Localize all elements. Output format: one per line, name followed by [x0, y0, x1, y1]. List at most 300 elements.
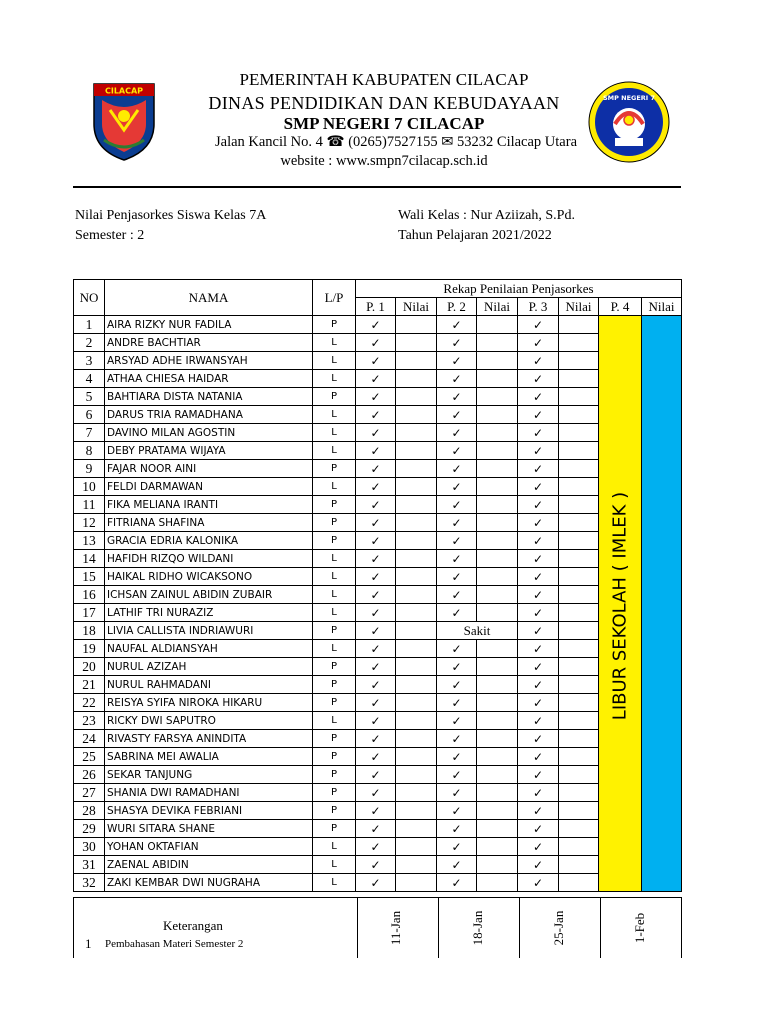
nilai-p1 [396, 838, 437, 856]
nilai-p3 [559, 586, 599, 604]
attendance-p3: ✓ [518, 532, 559, 550]
row-number: 10 [74, 478, 105, 496]
student-gender: L [313, 424, 356, 442]
attendance-p2: ✓ [437, 550, 477, 568]
table-row [74, 316, 682, 334]
attendance-p2: ✓ [437, 316, 477, 334]
holiday-nilai4-column [642, 316, 682, 892]
attendance-p1: ✓ [356, 676, 396, 694]
row-number: 19 [74, 640, 105, 658]
nilai-p3 [559, 604, 599, 622]
nilai-p1 [396, 334, 437, 352]
table-row [74, 802, 682, 820]
student-gender: P [313, 622, 356, 640]
nilai-p2 [477, 406, 518, 424]
row-number: 3 [74, 352, 105, 370]
keterangan-label: Keterangan [163, 918, 223, 933]
attendance-p1: ✓ [356, 370, 396, 388]
row-number: 17 [74, 604, 105, 622]
row-number: 24 [74, 730, 105, 748]
student-name: FITRIANA SHAFINA [105, 514, 313, 532]
nilai-p3 [559, 622, 599, 640]
table-row [74, 370, 682, 388]
nilai-p2 [477, 316, 518, 334]
date-11-jan: 11-Jan [388, 910, 403, 946]
table-row [74, 478, 682, 496]
student-name: NURUL AZIZAH [105, 658, 313, 676]
attendance-p2: ✓ [437, 640, 477, 658]
attendance-p2: ✓ [437, 676, 477, 694]
table-row [74, 532, 682, 550]
row-number: 16 [74, 586, 105, 604]
nilai-p1 [396, 802, 437, 820]
nilai-p2 [477, 424, 518, 442]
row-number: 12 [74, 514, 105, 532]
attendance-p1: ✓ [356, 730, 396, 748]
row-number: 8 [74, 442, 105, 460]
attendance-p3: ✓ [518, 730, 559, 748]
nilai-p1 [396, 316, 437, 334]
attendance-p2: ✓ [437, 496, 477, 514]
nilai-p3 [559, 712, 599, 730]
nilai-p3 [559, 388, 599, 406]
student-gender: L [313, 568, 356, 586]
nilai-p1 [396, 568, 437, 586]
nilai-p2 [477, 550, 518, 568]
student-name: YOHAN OKTAFIAN [105, 838, 313, 856]
table-row [74, 424, 682, 442]
table-row [74, 730, 682, 748]
sub-header-p4: P. 4 [599, 298, 642, 316]
attendance-p1: ✓ [356, 568, 396, 586]
nilai-p3 [559, 550, 599, 568]
student-gender: P [313, 784, 356, 802]
nilai-p2 [477, 766, 518, 784]
table-row [74, 514, 682, 532]
attendance-p2: ✓ [437, 784, 477, 802]
attendance-p3: ✓ [518, 550, 559, 568]
attendance-p3: ✓ [518, 712, 559, 730]
nilai-p2 [477, 370, 518, 388]
student-name: SABRINA MEI AWALIA [105, 748, 313, 766]
row-number: 18 [74, 622, 105, 640]
table-row [74, 460, 682, 478]
sub-header-p2: P. 2 [437, 298, 477, 316]
nilai-p1 [396, 784, 437, 802]
holiday-label: LIBUR SEKOLAH ( IMLEK ) [609, 491, 630, 721]
row-number: 6 [74, 406, 105, 424]
nilai-p1 [396, 478, 437, 496]
attendance-p3: ✓ [518, 784, 559, 802]
nilai-p2 [477, 388, 518, 406]
attendance-p2: ✓ [437, 730, 477, 748]
attendance-p3: ✓ [518, 352, 559, 370]
attendance-p1: ✓ [356, 838, 396, 856]
student-name: WURI SITARA SHANE [105, 820, 313, 838]
attendance-p1: ✓ [356, 874, 396, 892]
attendance-p1: ✓ [356, 316, 396, 334]
student-gender: L [313, 640, 356, 658]
student-gender: L [313, 370, 356, 388]
nilai-p1 [396, 730, 437, 748]
nilai-p3 [559, 316, 599, 334]
nilai-p2 [477, 748, 518, 766]
col-header-no: NO [74, 280, 105, 316]
attendance-p2: ✓ [437, 694, 477, 712]
attendance-p3: ✓ [518, 604, 559, 622]
student-name: AIRA RIZKY NUR FADILA [105, 316, 313, 334]
attendance-p2: ✓ [437, 370, 477, 388]
table-row [74, 406, 682, 424]
student-name: ZAKI KEMBAR DWI NUGRAHA [105, 874, 313, 892]
attendance-p3: ✓ [518, 334, 559, 352]
semester-label: Semester : 2 [75, 228, 145, 243]
student-gender: P [313, 694, 356, 712]
student-name: NAUFAL ALDIANSYAH [105, 640, 313, 658]
nilai-p2 [477, 352, 518, 370]
table-row [74, 658, 682, 676]
student-gender: P [313, 460, 356, 478]
student-name: RICKY DWI SAPUTRO [105, 712, 313, 730]
attendance-p1: ✓ [356, 694, 396, 712]
attendance-p3: ✓ [518, 766, 559, 784]
nilai-p3 [559, 352, 599, 370]
nilai-p1 [396, 820, 437, 838]
nilai-p3 [559, 496, 599, 514]
table-row [74, 334, 682, 352]
attendance-p1: ✓ [356, 856, 396, 874]
date-1-feb: 1-Feb [632, 912, 647, 944]
attendance-p3: ✓ [518, 694, 559, 712]
student-gender: L [313, 442, 356, 460]
attendance-p3: ✓ [518, 514, 559, 532]
student-gender: L [313, 874, 356, 892]
attendance-p2: ✓ [437, 406, 477, 424]
nilai-p3 [559, 658, 599, 676]
nilai-p1 [396, 460, 437, 478]
table-row [74, 676, 682, 694]
student-name: RIVASTY FARSYA ANINDITA [105, 730, 313, 748]
nilai-p2 [477, 586, 518, 604]
attendance-p2: ✓ [437, 388, 477, 406]
row-number: 5 [74, 388, 105, 406]
attendance-p3: ✓ [518, 388, 559, 406]
row-number: 25 [74, 748, 105, 766]
nilai-p1 [396, 676, 437, 694]
nilai-p3 [559, 442, 599, 460]
homeroom-teacher: Wali Kelas : Nur Aziizah, S.Pd. [398, 208, 575, 223]
student-name: ZAENAL ABIDIN [105, 856, 313, 874]
nilai-p2 [477, 802, 518, 820]
attendance-p1: ✓ [356, 424, 396, 442]
table-row [74, 838, 682, 856]
attendance-p2: ✓ [437, 820, 477, 838]
grades-table [73, 279, 682, 892]
attendance-p1: ✓ [356, 550, 396, 568]
student-name: LIVIA CALLISTA INDRIAWURI [105, 622, 313, 640]
attendance-p2: ✓ [437, 658, 477, 676]
student-name: FIKA MELIANA IRANTI [105, 496, 313, 514]
attendance-p2: ✓ [437, 586, 477, 604]
attendance-p1: ✓ [356, 658, 396, 676]
nilai-p3 [559, 640, 599, 658]
nilai-p3 [559, 694, 599, 712]
table-row [74, 352, 682, 370]
attendance-p2: ✓ [437, 442, 477, 460]
row-number: 28 [74, 802, 105, 820]
nilai-p3 [559, 820, 599, 838]
nilai-p1 [396, 388, 437, 406]
nilai-p2 [477, 640, 518, 658]
table-row [74, 640, 682, 658]
attendance-p3: ✓ [518, 838, 559, 856]
attendance-p3: ✓ [518, 496, 559, 514]
nilai-p1 [396, 586, 437, 604]
sub-header-nilai2: Nilai [477, 298, 518, 316]
nilai-p2 [477, 784, 518, 802]
row-number: 30 [74, 838, 105, 856]
student-gender: P [313, 532, 356, 550]
row-number: 1 [74, 316, 105, 334]
student-gender: P [313, 802, 356, 820]
nilai-p2 [477, 676, 518, 694]
nilai-p3 [559, 730, 599, 748]
row-number: 27 [74, 784, 105, 802]
row-number: 26 [74, 766, 105, 784]
attendance-p2: ✓ [437, 838, 477, 856]
nilai-p1 [396, 496, 437, 514]
attendance-p3: ✓ [518, 586, 559, 604]
student-gender: P [313, 496, 356, 514]
student-name: DAVINO MILAN AGOSTIN [105, 424, 313, 442]
attendance-p3: ✓ [518, 802, 559, 820]
attendance-p1: ✓ [356, 712, 396, 730]
attendance-p2: ✓ [437, 478, 477, 496]
attendance-p3: ✓ [518, 478, 559, 496]
nilai-p3 [559, 406, 599, 424]
attendance-p1: ✓ [356, 532, 396, 550]
nilai-p3 [559, 838, 599, 856]
sub-header-nilai1: Nilai [396, 298, 437, 316]
nilai-p1 [396, 370, 437, 388]
nilai-p2 [477, 856, 518, 874]
attendance-p1: ✓ [356, 820, 396, 838]
nilai-p1 [396, 748, 437, 766]
nilai-p2 [477, 820, 518, 838]
student-name: SHASYA DEVIKA FEBRIANI [105, 802, 313, 820]
table-row [74, 748, 682, 766]
nilai-p3 [559, 784, 599, 802]
attendance-p3: ✓ [518, 442, 559, 460]
attendance-p2: ✓ [437, 604, 477, 622]
attendance-p2: ✓ [437, 568, 477, 586]
nilai-p1 [396, 658, 437, 676]
attendance-p3: ✓ [518, 316, 559, 334]
nilai-p2 [477, 712, 518, 730]
department-title: DINAS PENDIDIKAN DAN KEBUDAYAAN [208, 93, 560, 113]
table-row [74, 784, 682, 802]
attendance-p2: ✓ [437, 856, 477, 874]
row-number: 2 [74, 334, 105, 352]
attendance-p2: ✓ [437, 712, 477, 730]
attendance-p2: ✓ [437, 514, 477, 532]
student-gender: P [313, 388, 356, 406]
student-gender: L [313, 856, 356, 874]
table-row [74, 820, 682, 838]
student-name: FELDI DARMAWAN [105, 478, 313, 496]
row-number: 20 [74, 658, 105, 676]
nilai-p3 [559, 532, 599, 550]
school-name: SMP NEGERI 7 CILACAP [283, 114, 485, 133]
nilai-p1 [396, 874, 437, 892]
student-gender: L [313, 586, 356, 604]
row-number: 14 [74, 550, 105, 568]
attendance-p2: ✓ [437, 334, 477, 352]
attendance-p3: ✓ [518, 424, 559, 442]
attendance-p3: ✓ [518, 676, 559, 694]
attendance-p1: ✓ [356, 460, 396, 478]
table-row [74, 712, 682, 730]
student-gender: P [313, 676, 356, 694]
nilai-p3 [559, 874, 599, 892]
attendance-p1: ✓ [356, 802, 396, 820]
nilai-p2 [477, 478, 518, 496]
nilai-p3 [559, 748, 599, 766]
nilai-p2 [477, 874, 518, 892]
student-name: SHANIA DWI RAMADHANI [105, 784, 313, 802]
row-number: 31 [74, 856, 105, 874]
attendance-p1: ✓ [356, 784, 396, 802]
header-divider [73, 186, 681, 188]
attendance-p3: ✓ [518, 622, 559, 640]
student-gender: P [313, 820, 356, 838]
nilai-p1 [396, 856, 437, 874]
student-name: ARSYAD ADHE IRWANSYAH [105, 352, 313, 370]
student-gender: P [313, 658, 356, 676]
attendance-p3: ✓ [518, 748, 559, 766]
attendance-p3: ✓ [518, 460, 559, 478]
attendance-p2: ✓ [437, 424, 477, 442]
sub-header-nilai4: Nilai [642, 298, 682, 316]
attendance-p2: ✓ [437, 874, 477, 892]
col-header-nama: NAMA [105, 280, 313, 316]
nilai-p2 [477, 496, 518, 514]
attendance-p2: ✓ [437, 802, 477, 820]
school-address: Jalan Kancil No. 4 ☎ (0265)7527155 ✉ 53232 Cilacap Utara [214, 134, 578, 150]
student-name: HAFIDH RIZQO WILDANI [105, 550, 313, 568]
attendance-p3: ✓ [518, 568, 559, 586]
row-number: 7 [74, 424, 105, 442]
nilai-p1 [396, 442, 437, 460]
sub-header-nilai3: Nilai [559, 298, 599, 316]
nilai-p1 [396, 712, 437, 730]
student-gender: P [313, 316, 356, 334]
student-name: SEKAR TANJUNG [105, 766, 313, 784]
attendance-p3: ✓ [518, 370, 559, 388]
sub-header-p1: P. 1 [356, 298, 396, 316]
sub-header-p3: P. 3 [518, 298, 559, 316]
nilai-p2 [477, 532, 518, 550]
student-gender: L [313, 604, 356, 622]
attendance-p1: ✓ [356, 766, 396, 784]
row-number: 13 [74, 532, 105, 550]
attendance-p3: ✓ [518, 820, 559, 838]
keterangan-item-no: 1 [85, 936, 92, 951]
attendance-p1: ✓ [356, 352, 396, 370]
gov-title: PEMERINTAH KABUPATEN CILACAP [239, 70, 529, 89]
nilai-p3 [559, 514, 599, 532]
attendance-p2: Sakit [437, 622, 518, 640]
nilai-p2 [477, 838, 518, 856]
nilai-p2 [477, 460, 518, 478]
col-header-lp: L/P [313, 280, 356, 316]
table-row [74, 622, 682, 640]
attendance-p1: ✓ [356, 586, 396, 604]
row-number: 15 [74, 568, 105, 586]
row-number: 22 [74, 694, 105, 712]
nilai-p1 [396, 514, 437, 532]
table-row [74, 604, 682, 622]
student-name: BAHTIARA DISTA NATANIA [105, 388, 313, 406]
attendance-p2: ✓ [437, 352, 477, 370]
attendance-p2: ✓ [437, 748, 477, 766]
attendance-p2: ✓ [437, 532, 477, 550]
student-name: ANDRE BACHTIAR [105, 334, 313, 352]
nilai-p1 [396, 694, 437, 712]
nilai-p1 [396, 352, 437, 370]
attendance-p3: ✓ [518, 406, 559, 424]
nilai-p3 [559, 802, 599, 820]
student-gender: L [313, 334, 356, 352]
table-row [74, 694, 682, 712]
attendance-p2: ✓ [437, 460, 477, 478]
attendance-p1: ✓ [356, 334, 396, 352]
nilai-p3 [559, 370, 599, 388]
row-number: 32 [74, 874, 105, 892]
nilai-p3 [559, 424, 599, 442]
student-gender: L [313, 478, 356, 496]
date-18-jan: 18-Jan [470, 910, 485, 946]
table-row [74, 766, 682, 784]
date-25-jan: 25-Jan [551, 910, 566, 946]
student-gender: P [313, 730, 356, 748]
student-gender: L [313, 406, 356, 424]
attendance-p1: ✓ [356, 622, 396, 640]
attendance-p3: ✓ [518, 640, 559, 658]
student-name: DARUS TRIA RAMADHANA [105, 406, 313, 424]
nilai-p2 [477, 730, 518, 748]
student-gender: L [313, 550, 356, 568]
attendance-p3: ✓ [518, 874, 559, 892]
table-row [74, 856, 682, 874]
nilai-p3 [559, 460, 599, 478]
nilai-p2 [477, 604, 518, 622]
row-number: 23 [74, 712, 105, 730]
academic-year: Tahun Pelajaran 2021/2022 [398, 228, 552, 243]
table-row [74, 388, 682, 406]
student-gender: P [313, 514, 356, 532]
nilai-p2 [477, 568, 518, 586]
student-name: DEBY PRATAMA WIJAYA [105, 442, 313, 460]
row-number: 11 [74, 496, 105, 514]
student-name: REISYA SYIFA NIROKA HIKARU [105, 694, 313, 712]
nilai-p1 [396, 622, 437, 640]
student-name: ICHSAN ZAINUL ABIDIN ZUBAIR [105, 586, 313, 604]
student-gender: L [313, 838, 356, 856]
attendance-p1: ✓ [356, 496, 396, 514]
row-number: 9 [74, 460, 105, 478]
nilai-p3 [559, 478, 599, 496]
